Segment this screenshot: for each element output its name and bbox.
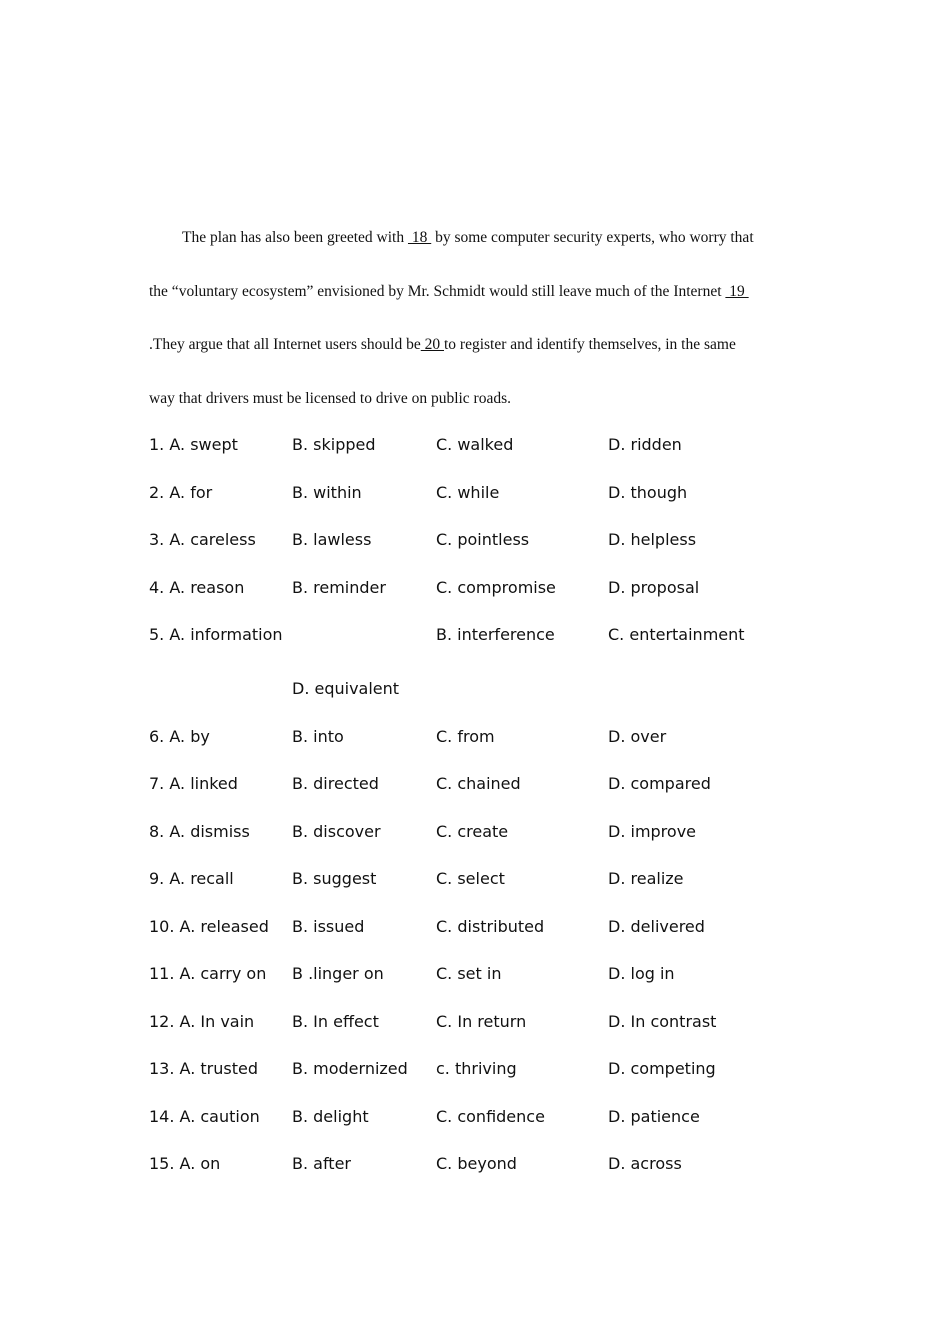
option-c: C. entertainment (608, 625, 745, 644)
question-row (149, 774, 809, 798)
question-row (149, 869, 809, 893)
option-b: B. skipped (292, 435, 376, 454)
option-a: 4. A. reason (149, 578, 245, 597)
question-row (149, 578, 809, 602)
option-c: C. walked (436, 435, 514, 454)
option-c: C. create (436, 822, 509, 841)
option-a: 14. A. caution (149, 1107, 260, 1126)
option-a: 5. A. information (149, 625, 283, 644)
passage-line-4 (149, 390, 809, 408)
passage-text: to register and identify themselves, in the same (444, 336, 736, 353)
option-a: 11. A. carry on (149, 964, 267, 983)
option-b: B .linger on (292, 964, 384, 983)
question-row (149, 625, 809, 649)
question-row (149, 1154, 809, 1178)
option-b: B. directed (292, 774, 379, 793)
passage-line-1 (149, 229, 809, 247)
option-d: D. In contrast (608, 1012, 717, 1031)
passage-text: the “voluntary ecosystem” envisioned by Mr. Schmidt would still leave much of the Internet (149, 283, 726, 300)
blank-20: 20 (420, 336, 444, 353)
question-row (149, 727, 809, 751)
option-d: D. compared (608, 774, 711, 793)
option-b: B. interference (436, 625, 555, 644)
question-row (149, 822, 809, 846)
option-a: 12. A. In vain (149, 1012, 255, 1031)
option-a: 10. A. released (149, 917, 269, 936)
option-d: D. improve (608, 822, 697, 841)
question-row (149, 435, 809, 459)
question-row (149, 917, 809, 941)
passage-text: by some computer security experts, who worry that (431, 229, 754, 246)
option-a: 2. A. for (149, 483, 213, 502)
option-d: D. across (608, 1154, 682, 1173)
option-b: B. into (292, 727, 344, 746)
passage-line-2 (149, 283, 809, 301)
option-d: D. equivalent (292, 679, 400, 698)
question-row (149, 483, 809, 507)
option-d: D. proposal (608, 578, 700, 597)
option-a: 7. A. linked (149, 774, 238, 793)
passage-text: The plan has also been greeted with (182, 229, 405, 246)
option-d: D. ridden (608, 435, 682, 454)
option-c: C. while (436, 483, 500, 502)
option-b: B. reminder (292, 578, 386, 597)
option-c: C. chained (436, 774, 521, 793)
question-row (149, 1059, 809, 1083)
option-a: 3. A. careless (149, 530, 256, 549)
option-c: C. from (436, 727, 495, 746)
option-b: B. discover (292, 822, 381, 841)
option-d: D. realize (608, 869, 684, 888)
question-row (149, 530, 809, 554)
question-row (149, 1012, 809, 1036)
question-row (149, 964, 809, 988)
option-b: B. issued (292, 917, 365, 936)
option-c: C. compromise (436, 578, 556, 597)
option-d: D. competing (608, 1059, 716, 1078)
blank-18: 18 (407, 229, 432, 246)
option-d: D. patience (608, 1107, 700, 1126)
passage-line-3 (149, 336, 809, 354)
option-b: B. In effect (292, 1012, 379, 1031)
blank-19: 19 (725, 283, 749, 300)
option-a: 13. A. trusted (149, 1059, 258, 1078)
option-b: B. modernized (292, 1059, 408, 1078)
option-c: c. thriving (436, 1059, 517, 1078)
option-a: 8. A. dismiss (149, 822, 250, 841)
question-row-continued (149, 679, 809, 703)
option-c: C. distributed (436, 917, 545, 936)
option-d: D. though (608, 483, 688, 502)
option-b: B. within (292, 483, 362, 502)
option-a: 1. A. swept (149, 435, 238, 454)
option-c: C. pointless (436, 530, 530, 549)
option-b: B. after (292, 1154, 351, 1173)
option-a: 9. A. recall (149, 869, 234, 888)
option-c: C. In return (436, 1012, 527, 1031)
option-b: B. suggest (292, 869, 377, 888)
option-d: D. log in (608, 964, 675, 983)
option-c: C. beyond (436, 1154, 517, 1173)
option-c: C. set in (436, 964, 502, 983)
passage-text: way that drivers must be licensed to drive on public roads. (149, 390, 512, 407)
option-d: D. delivered (608, 917, 705, 936)
option-c: C. confidence (436, 1107, 545, 1126)
option-a: 15. A. on (149, 1154, 221, 1173)
option-c: C. select (436, 869, 505, 888)
option-d: D. helpless (608, 530, 697, 549)
question-row (149, 1107, 809, 1131)
passage-text: .They argue that all Internet users should be (149, 336, 421, 353)
option-a: 6. A. by (149, 727, 210, 746)
option-d: D. over (608, 727, 667, 746)
option-b: B. delight (292, 1107, 369, 1126)
option-b: B. lawless (292, 530, 372, 549)
